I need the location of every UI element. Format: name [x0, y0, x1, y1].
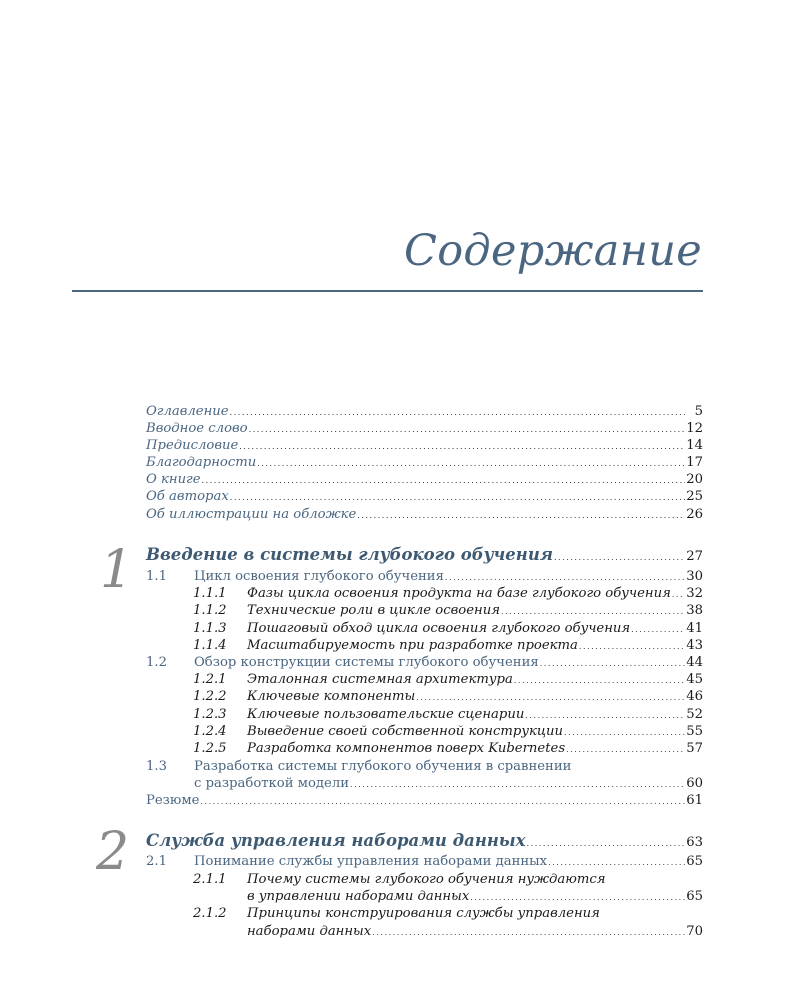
dot-leader	[566, 741, 685, 758]
toc-entry-front-matter[interactable]	[146, 472, 703, 489]
dot-leader	[257, 455, 685, 472]
dot-leader	[554, 545, 685, 568]
subsection-title: Ключевые пользовательские сценарии	[247, 707, 525, 722]
entry-page: 30	[686, 569, 703, 584]
section-number: 2.1	[146, 854, 167, 869]
subsection-number: 1.2.2	[193, 689, 227, 704]
entry-page: 26	[686, 507, 703, 522]
entry-page: 43	[686, 638, 703, 653]
entry-page: 27	[686, 549, 703, 564]
entry-page: 38	[686, 603, 703, 618]
chapter-number: 2	[96, 822, 130, 882]
entry-page: 63	[686, 835, 703, 850]
subsection-title: Выведение своей собственной конструкции	[247, 724, 564, 739]
dot-leader	[525, 707, 685, 724]
toc-entry-chapter[interactable]	[146, 545, 703, 568]
subsection-number: 1.1.1	[193, 586, 227, 601]
section-title-line1: Разработка системы глубокого обучения в сравнении	[194, 759, 572, 774]
toc-entry-subsection[interactable]	[193, 586, 703, 603]
section-number: 1.3	[146, 759, 167, 774]
entry-title: О книге	[146, 472, 201, 487]
subsection-number: 2.1.2	[193, 906, 227, 921]
subsection-title-line1: Принципы конструирования службы управления	[247, 906, 600, 921]
entry-page: 70	[686, 924, 703, 939]
section-title: Понимание службы управления наборами данных	[194, 854, 548, 869]
toc-entry-subsection[interactable]	[193, 638, 703, 655]
subsection-number: 1.1.4	[193, 638, 227, 653]
entry-title: Предисловие	[146, 438, 239, 453]
subsection-number: 2.1.1	[193, 872, 227, 887]
toc-entry-subsection-continued[interactable]	[247, 924, 703, 941]
dot-leader	[470, 889, 685, 906]
toc-entry-subsection[interactable]	[193, 672, 703, 689]
entry-page: 41	[686, 621, 703, 636]
subsection-title: Разработка компонентов поверх Kubernetes	[247, 741, 566, 756]
entry-page: 12	[686, 421, 703, 436]
toc-entry-chapter[interactable]	[146, 831, 703, 854]
dot-leader	[540, 655, 686, 672]
dot-leader	[445, 569, 685, 586]
toc-entry-subsection-continued[interactable]	[247, 889, 703, 906]
dot-leader	[672, 586, 685, 603]
subsection-title-line1: Почему системы глубокого обучения нуждаются	[247, 872, 606, 887]
dot-leader	[514, 672, 685, 689]
chapter-title: Введение в системы глубокого обучения	[146, 545, 553, 564]
subsection-title: Пошаговый обход цикла освоения глубокого обучения	[247, 621, 631, 636]
subsection-title-line2: в управлении наборами данных	[247, 889, 470, 904]
section-number: 1.2	[146, 655, 167, 670]
toc-entry-front-matter[interactable]	[146, 438, 703, 455]
dot-leader	[357, 507, 685, 524]
toc-entry-section-continued[interactable]	[194, 776, 703, 793]
subsection-number: 1.1.3	[193, 621, 227, 636]
section-title-line2: с разработкой модели	[194, 776, 350, 791]
subsection-number: 1.2.4	[193, 724, 227, 739]
subsection-title: Технические роли в цикле освоения	[247, 603, 500, 618]
entry-title: Оглавление	[146, 404, 229, 419]
section-title: Цикл освоения глубокого обучения	[194, 569, 444, 584]
entry-page: 17	[686, 455, 703, 470]
toc-entry-subsection[interactable]	[193, 689, 703, 706]
entry-title: Вводное слово	[146, 421, 248, 436]
subsection-number: 1.1.2	[193, 603, 227, 618]
dot-leader	[631, 621, 685, 638]
entry-page: 65	[686, 889, 703, 904]
toc-entry-front-matter[interactable]	[146, 421, 703, 438]
dot-leader	[548, 854, 685, 871]
toc-entry-section[interactable]	[146, 569, 703, 586]
chapter-number: 1	[100, 540, 134, 600]
dot-leader	[230, 404, 686, 421]
entry-page: 45	[686, 672, 703, 687]
toc-entry-section[interactable]	[146, 854, 703, 871]
subsection-number: 1.2.3	[193, 707, 227, 722]
dot-leader	[416, 689, 685, 706]
entry-page: 25	[686, 489, 703, 504]
dot-leader	[579, 638, 685, 655]
dot-leader	[202, 472, 686, 489]
toc-entry-front-matter[interactable]	[146, 507, 703, 524]
entry-page: 60	[686, 776, 703, 791]
toc-entry-subsection[interactable]	[193, 707, 703, 724]
dot-leader	[200, 793, 685, 810]
dot-leader	[527, 831, 686, 854]
subsection-number: 1.2.1	[193, 672, 227, 687]
dot-leader	[372, 924, 685, 941]
entry-title: Благодарности	[146, 455, 257, 470]
toc-entry-section[interactable]	[146, 759, 703, 775]
section-number: 1.1	[146, 569, 167, 584]
toc-entry-subsection[interactable]	[193, 741, 703, 758]
entry-page: 14	[686, 438, 703, 453]
subsection-title: Фазы цикла освоения продукта на базе глубокого обучения	[247, 586, 671, 601]
entry-page: 52	[686, 707, 703, 722]
summary-title: Резюме	[146, 793, 200, 808]
toc-entry-subsection[interactable]	[193, 603, 703, 620]
entry-page: 65	[686, 854, 703, 869]
dot-leader	[564, 724, 685, 741]
entry-page: 5	[694, 404, 703, 419]
subsection-title: Масштабируемость при разработке проекта	[247, 638, 578, 653]
toc-entry-subsection[interactable]	[193, 621, 703, 638]
entry-title: Об авторах	[146, 489, 229, 504]
chapter-title: Служба управления наборами данных	[146, 831, 526, 850]
entry-page: 55	[686, 724, 703, 739]
entry-page: 57	[686, 741, 703, 756]
subsection-title: Эталонная системная архитектура	[247, 672, 513, 687]
section-title: Обзор конструкции системы глубокого обучения	[194, 655, 539, 670]
toc-entry-subsection[interactable]	[193, 872, 703, 888]
subsection-title: Ключевые компоненты	[247, 689, 416, 704]
entry-page: 46	[686, 689, 703, 704]
toc-entry-front-matter[interactable]	[146, 489, 703, 506]
subsection-title-line2: наборами данных	[247, 924, 372, 939]
toc-entry-subsection[interactable]	[193, 724, 703, 741]
subsection-number: 1.2.5	[193, 741, 227, 756]
dot-leader	[249, 421, 686, 438]
dot-leader	[501, 603, 685, 620]
dot-leader	[230, 489, 685, 506]
dot-leader	[350, 776, 685, 793]
toc-entry-summary[interactable]	[146, 793, 703, 810]
dot-leader	[239, 438, 685, 455]
toc-entry-subsection[interactable]	[193, 906, 703, 922]
entry-page: 32	[686, 586, 703, 601]
toc-entry-section[interactable]	[146, 655, 703, 672]
entry-page: 44	[686, 655, 703, 670]
entry-title: Об иллюстрации на обложке	[146, 507, 357, 522]
entry-page: 20	[686, 472, 703, 487]
entry-page: 61	[686, 793, 703, 808]
toc-entry-front-matter[interactable]	[146, 404, 703, 421]
page-title: Содержание	[404, 226, 702, 276]
toc-entry-front-matter[interactable]	[146, 455, 703, 472]
